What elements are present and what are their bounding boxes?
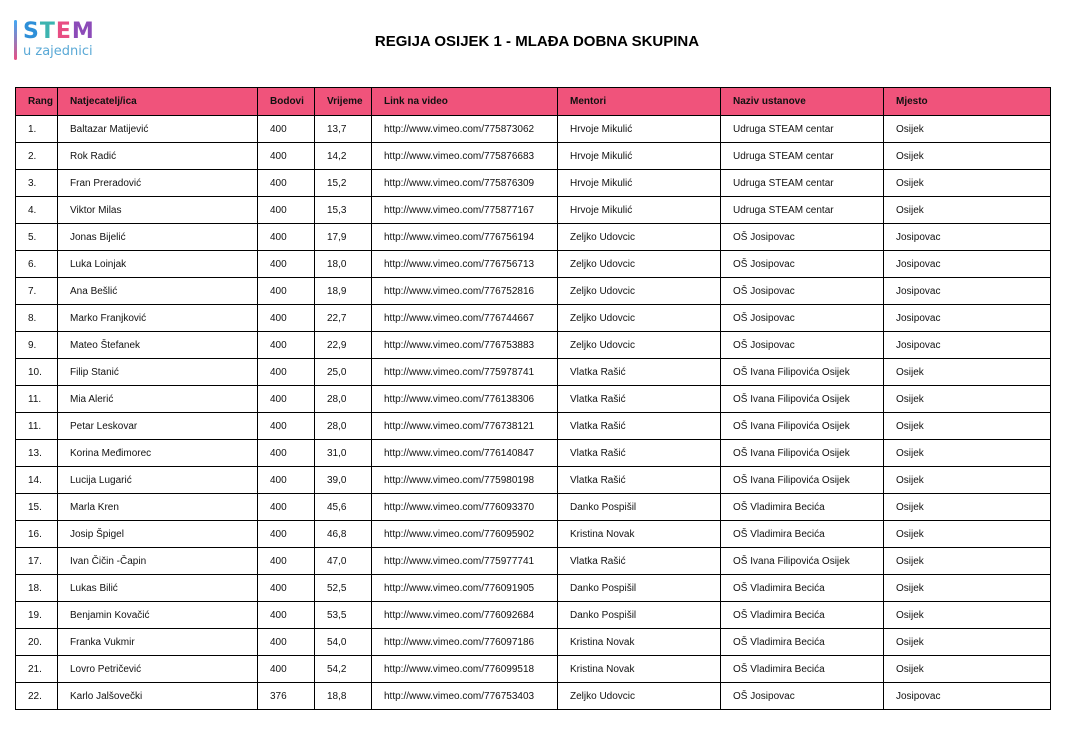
cell-mentor: Vlatka Rašić bbox=[558, 359, 721, 386]
cell-location: Osijek bbox=[884, 197, 1051, 224]
cell-competitor: Karlo Jalšovečki bbox=[58, 683, 258, 710]
cell-points: 400 bbox=[258, 413, 315, 440]
cell-time: 18,9 bbox=[315, 278, 372, 305]
cell-rank: 6. bbox=[16, 251, 58, 278]
cell-time: 45,6 bbox=[315, 494, 372, 521]
cell-video-link[interactable]: http://www.vimeo.com/776138306 bbox=[372, 386, 558, 413]
column-header-points: Bodovi bbox=[258, 88, 315, 116]
cell-location: Osijek bbox=[884, 413, 1051, 440]
cell-time: 15,3 bbox=[315, 197, 372, 224]
cell-time: 54,2 bbox=[315, 656, 372, 683]
table-row bbox=[16, 413, 1051, 440]
column-header-institution: Naziv ustanove bbox=[721, 88, 884, 116]
table-row bbox=[16, 521, 1051, 548]
table-row bbox=[16, 467, 1051, 494]
table-row bbox=[16, 170, 1051, 197]
cell-video-link[interactable]: http://www.vimeo.com/776091905 bbox=[372, 575, 558, 602]
cell-mentor: Vlatka Rašić bbox=[558, 548, 721, 575]
cell-video-link[interactable]: http://www.vimeo.com/776756713 bbox=[372, 251, 558, 278]
cell-points: 376 bbox=[258, 683, 315, 710]
cell-mentor: Vlatka Rašić bbox=[558, 386, 721, 413]
cell-location: Josipovac bbox=[884, 305, 1051, 332]
cell-institution: OŠ Josipovac bbox=[721, 683, 884, 710]
cell-mentor: Hrvoje Mikulić bbox=[558, 143, 721, 170]
cell-rank: 8. bbox=[16, 305, 58, 332]
cell-competitor: Marla Kren bbox=[58, 494, 258, 521]
cell-institution: Udruga STEAM centar bbox=[721, 197, 884, 224]
cell-rank: 20. bbox=[16, 629, 58, 656]
cell-video-link[interactable]: http://www.vimeo.com/775876309 bbox=[372, 170, 558, 197]
cell-location: Osijek bbox=[884, 170, 1051, 197]
table-row bbox=[16, 575, 1051, 602]
cell-time: 53,5 bbox=[315, 602, 372, 629]
cell-mentor: Danko Pospišil bbox=[558, 494, 721, 521]
cell-mentor: Zeljko Udovcic bbox=[558, 251, 721, 278]
cell-institution: OŠ Ivana Filipovića Osijek bbox=[721, 440, 884, 467]
cell-mentor: Danko Pospišil bbox=[558, 602, 721, 629]
cell-mentor: Hrvoje Mikulić bbox=[558, 116, 721, 143]
table-header-row bbox=[16, 88, 1051, 116]
cell-time: 54,0 bbox=[315, 629, 372, 656]
cell-institution: OŠ Josipovac bbox=[721, 305, 884, 332]
cell-mentor: Kristina Novak bbox=[558, 629, 721, 656]
table-row bbox=[16, 359, 1051, 386]
cell-video-link[interactable]: http://www.vimeo.com/776095902 bbox=[372, 521, 558, 548]
cell-points: 400 bbox=[258, 629, 315, 656]
cell-competitor: Mateo Štefanek bbox=[58, 332, 258, 359]
cell-location: Osijek bbox=[884, 494, 1051, 521]
cell-competitor: Filip Stanić bbox=[58, 359, 258, 386]
cell-points: 400 bbox=[258, 305, 315, 332]
cell-mentor: Kristina Novak bbox=[558, 656, 721, 683]
cell-rank: 11. bbox=[16, 386, 58, 413]
cell-points: 400 bbox=[258, 494, 315, 521]
column-header-rank: Rang bbox=[16, 88, 58, 116]
cell-points: 400 bbox=[258, 224, 315, 251]
cell-competitor: Viktor Milas bbox=[58, 197, 258, 224]
cell-rank: 19. bbox=[16, 602, 58, 629]
cell-location: Osijek bbox=[884, 521, 1051, 548]
cell-competitor: Lovro Petričević bbox=[58, 656, 258, 683]
cell-rank: 13. bbox=[16, 440, 58, 467]
cell-institution: OŠ Ivana Filipovića Osijek bbox=[721, 467, 884, 494]
cell-video-link[interactable]: http://www.vimeo.com/775876683 bbox=[372, 143, 558, 170]
column-header-competitor: Natjecatelj/ica bbox=[58, 88, 258, 116]
column-header-location: Mjesto bbox=[884, 88, 1051, 116]
cell-mentor: Zeljko Udovcic bbox=[558, 332, 721, 359]
cell-points: 400 bbox=[258, 575, 315, 602]
cell-mentor: Kristina Novak bbox=[558, 521, 721, 548]
cell-points: 400 bbox=[258, 116, 315, 143]
cell-rank: 11. bbox=[16, 413, 58, 440]
cell-institution: OŠ Vladimira Becića bbox=[721, 521, 884, 548]
cell-location: Osijek bbox=[884, 143, 1051, 170]
page-title: REGIJA OSIJEK 1 - MLAĐA DOBNA SKUPINA bbox=[374, 33, 700, 50]
table-row bbox=[16, 548, 1051, 575]
cell-rank: 3. bbox=[16, 170, 58, 197]
cell-competitor: Baltazar Matijević bbox=[58, 116, 258, 143]
cell-institution: OŠ Josipovac bbox=[721, 278, 884, 305]
cell-mentor: Zeljko Udovcic bbox=[558, 278, 721, 305]
logo-letter: M bbox=[71, 19, 95, 44]
cell-competitor: Ivan Čičin -Čapin bbox=[58, 548, 258, 575]
logo-letter: E bbox=[55, 19, 72, 44]
cell-rank: 4. bbox=[16, 197, 58, 224]
table-row bbox=[16, 656, 1051, 683]
cell-time: 39,0 bbox=[315, 467, 372, 494]
cell-video-link[interactable]: http://www.vimeo.com/776744667 bbox=[372, 305, 558, 332]
cell-rank: 21. bbox=[16, 656, 58, 683]
cell-video-link[interactable]: http://www.vimeo.com/775977741 bbox=[372, 548, 558, 575]
cell-competitor: Marko Franjković bbox=[58, 305, 258, 332]
cell-video-link[interactable]: http://www.vimeo.com/775978741 bbox=[372, 359, 558, 386]
cell-video-link[interactable]: http://www.vimeo.com/775877167 bbox=[372, 197, 558, 224]
cell-competitor: Lukas Bilić bbox=[58, 575, 258, 602]
cell-mentor: Hrvoje Mikulić bbox=[558, 197, 721, 224]
cell-rank: 17. bbox=[16, 548, 58, 575]
logo-letter: S bbox=[23, 19, 40, 44]
cell-time: 46,8 bbox=[315, 521, 372, 548]
cell-mentor: Zeljko Udovcic bbox=[558, 224, 721, 251]
table-row bbox=[16, 224, 1051, 251]
cell-rank: 5. bbox=[16, 224, 58, 251]
cell-time: 28,0 bbox=[315, 386, 372, 413]
cell-rank: 15. bbox=[16, 494, 58, 521]
table-row bbox=[16, 602, 1051, 629]
cell-institution: OŠ Ivana Filipovića Osijek bbox=[721, 359, 884, 386]
cell-time: 13,7 bbox=[315, 116, 372, 143]
cell-time: 14,2 bbox=[315, 143, 372, 170]
cell-rank: 10. bbox=[16, 359, 58, 386]
cell-rank: 1. bbox=[16, 116, 58, 143]
cell-competitor: Lucija Lugarić bbox=[58, 467, 258, 494]
cell-video-link[interactable]: http://www.vimeo.com/776093370 bbox=[372, 494, 558, 521]
cell-points: 400 bbox=[258, 521, 315, 548]
cell-video-link[interactable]: http://www.vimeo.com/776738121 bbox=[372, 413, 558, 440]
cell-video-link[interactable]: http://www.vimeo.com/776756194 bbox=[372, 224, 558, 251]
cell-institution: OŠ Josipovac bbox=[721, 224, 884, 251]
cell-location: Josipovac bbox=[884, 251, 1051, 278]
cell-video-link[interactable]: http://www.vimeo.com/776099518 bbox=[372, 656, 558, 683]
cell-location: Osijek bbox=[884, 548, 1051, 575]
cell-points: 400 bbox=[258, 197, 315, 224]
cell-video-link[interactable]: http://www.vimeo.com/776092684 bbox=[372, 602, 558, 629]
cell-mentor: Danko Pospišil bbox=[558, 575, 721, 602]
cell-time: 31,0 bbox=[315, 440, 372, 467]
table-row bbox=[16, 116, 1051, 143]
table-row bbox=[16, 143, 1051, 170]
cell-institution: OŠ Ivana Filipovića Osijek bbox=[721, 386, 884, 413]
table-body bbox=[16, 116, 1051, 710]
cell-time: 22,9 bbox=[315, 332, 372, 359]
cell-rank: 9. bbox=[16, 332, 58, 359]
cell-points: 400 bbox=[258, 170, 315, 197]
cell-institution: OŠ Josipovac bbox=[721, 251, 884, 278]
cell-institution: OŠ Ivana Filipovića Osijek bbox=[721, 548, 884, 575]
cell-points: 400 bbox=[258, 359, 315, 386]
cell-rank: 14. bbox=[16, 467, 58, 494]
cell-competitor: Franka Vukmir bbox=[58, 629, 258, 656]
cell-location: Josipovac bbox=[884, 332, 1051, 359]
table-row bbox=[16, 683, 1051, 710]
cell-competitor: Ana Bešlić bbox=[58, 278, 258, 305]
cell-mentor: Vlatka Rašić bbox=[558, 413, 721, 440]
cell-rank: 16. bbox=[16, 521, 58, 548]
cell-location: Osijek bbox=[884, 116, 1051, 143]
cell-location: Osijek bbox=[884, 467, 1051, 494]
cell-mentor: Vlatka Rašić bbox=[558, 467, 721, 494]
table-row bbox=[16, 440, 1051, 467]
cell-time: 47,0 bbox=[315, 548, 372, 575]
cell-competitor: Fran Preradović bbox=[58, 170, 258, 197]
cell-institution: Udruga STEAM centar bbox=[721, 116, 884, 143]
cell-competitor: Korina Međimorec bbox=[58, 440, 258, 467]
cell-institution: OŠ Vladimira Becića bbox=[721, 575, 884, 602]
cell-institution: OŠ Vladimira Becića bbox=[721, 656, 884, 683]
logo-letter: T bbox=[39, 19, 56, 44]
cell-competitor: Luka Loinjak bbox=[58, 251, 258, 278]
table-row bbox=[16, 629, 1051, 656]
cell-time: 18,0 bbox=[315, 251, 372, 278]
cell-time: 17,9 bbox=[315, 224, 372, 251]
cell-competitor: Petar Leskovar bbox=[58, 413, 258, 440]
results-table bbox=[15, 87, 1051, 710]
cell-video-link[interactable]: http://www.vimeo.com/776753403 bbox=[372, 683, 558, 710]
cell-time: 18,8 bbox=[315, 683, 372, 710]
logo-subtitle: u zajednici bbox=[23, 44, 93, 59]
cell-institution: OŠ Vladimira Becića bbox=[721, 602, 884, 629]
cell-time: 22,7 bbox=[315, 305, 372, 332]
cell-points: 400 bbox=[258, 656, 315, 683]
cell-institution: OŠ Vladimira Becića bbox=[721, 629, 884, 656]
cell-competitor: Jonas Bijelić bbox=[58, 224, 258, 251]
cell-mentor: Vlatka Rašić bbox=[558, 440, 721, 467]
cell-competitor: Mia Alerić bbox=[58, 386, 258, 413]
cell-location: Osijek bbox=[884, 359, 1051, 386]
cell-rank: 7. bbox=[16, 278, 58, 305]
cell-points: 400 bbox=[258, 278, 315, 305]
cell-video-link[interactable]: http://www.vimeo.com/775873062 bbox=[372, 116, 558, 143]
cell-points: 400 bbox=[258, 251, 315, 278]
cell-mentor: Zeljko Udovcic bbox=[558, 683, 721, 710]
cell-location: Osijek bbox=[884, 656, 1051, 683]
cell-institution: OŠ Josipovac bbox=[721, 332, 884, 359]
table-row bbox=[16, 197, 1051, 224]
table-row bbox=[16, 278, 1051, 305]
cell-location: Osijek bbox=[884, 602, 1051, 629]
cell-institution: Udruga STEAM centar bbox=[721, 170, 884, 197]
table-row bbox=[16, 332, 1051, 359]
cell-points: 400 bbox=[258, 143, 315, 170]
cell-rank: 22. bbox=[16, 683, 58, 710]
cell-competitor: Benjamin Kovačić bbox=[58, 602, 258, 629]
table-row bbox=[16, 494, 1051, 521]
table-row bbox=[16, 305, 1051, 332]
cell-video-link[interactable]: http://www.vimeo.com/776752816 bbox=[372, 278, 558, 305]
cell-video-link[interactable]: http://www.vimeo.com/776753883 bbox=[372, 332, 558, 359]
cell-rank: 2. bbox=[16, 143, 58, 170]
cell-video-link[interactable]: http://www.vimeo.com/775980198 bbox=[372, 467, 558, 494]
cell-competitor: Josip Špigel bbox=[58, 521, 258, 548]
cell-rank: 18. bbox=[16, 575, 58, 602]
cell-points: 400 bbox=[258, 602, 315, 629]
cell-mentor: Hrvoje Mikulić bbox=[558, 170, 721, 197]
cell-location: Josipovac bbox=[884, 224, 1051, 251]
cell-points: 400 bbox=[258, 467, 315, 494]
column-header-time: Vrijeme bbox=[315, 88, 372, 116]
cell-time: 52,5 bbox=[315, 575, 372, 602]
cell-points: 400 bbox=[258, 332, 315, 359]
column-header-mentor: Mentori bbox=[558, 88, 721, 116]
cell-location: Josipovac bbox=[884, 278, 1051, 305]
cell-location: Josipovac bbox=[884, 683, 1051, 710]
cell-location: Osijek bbox=[884, 386, 1051, 413]
cell-location: Osijek bbox=[884, 440, 1051, 467]
cell-points: 400 bbox=[258, 548, 315, 575]
cell-mentor: Zeljko Udovcic bbox=[558, 305, 721, 332]
cell-location: Osijek bbox=[884, 575, 1051, 602]
cell-institution: OŠ Vladimira Becića bbox=[721, 494, 884, 521]
cell-video-link[interactable]: http://www.vimeo.com/776097186 bbox=[372, 629, 558, 656]
cell-time: 28,0 bbox=[315, 413, 372, 440]
cell-points: 400 bbox=[258, 440, 315, 467]
column-header-video-link: Link na video bbox=[372, 88, 558, 116]
cell-time: 25,0 bbox=[315, 359, 372, 386]
table-row bbox=[16, 386, 1051, 413]
cell-competitor: Rok Radić bbox=[58, 143, 258, 170]
table-row bbox=[16, 251, 1051, 278]
cell-time: 15,2 bbox=[315, 170, 372, 197]
cell-video-link[interactable]: http://www.vimeo.com/776140847 bbox=[372, 440, 558, 467]
cell-points: 400 bbox=[258, 386, 315, 413]
cell-institution: Udruga STEAM centar bbox=[721, 143, 884, 170]
cell-location: Osijek bbox=[884, 629, 1051, 656]
cell-institution: OŠ Ivana Filipovića Osijek bbox=[721, 413, 884, 440]
